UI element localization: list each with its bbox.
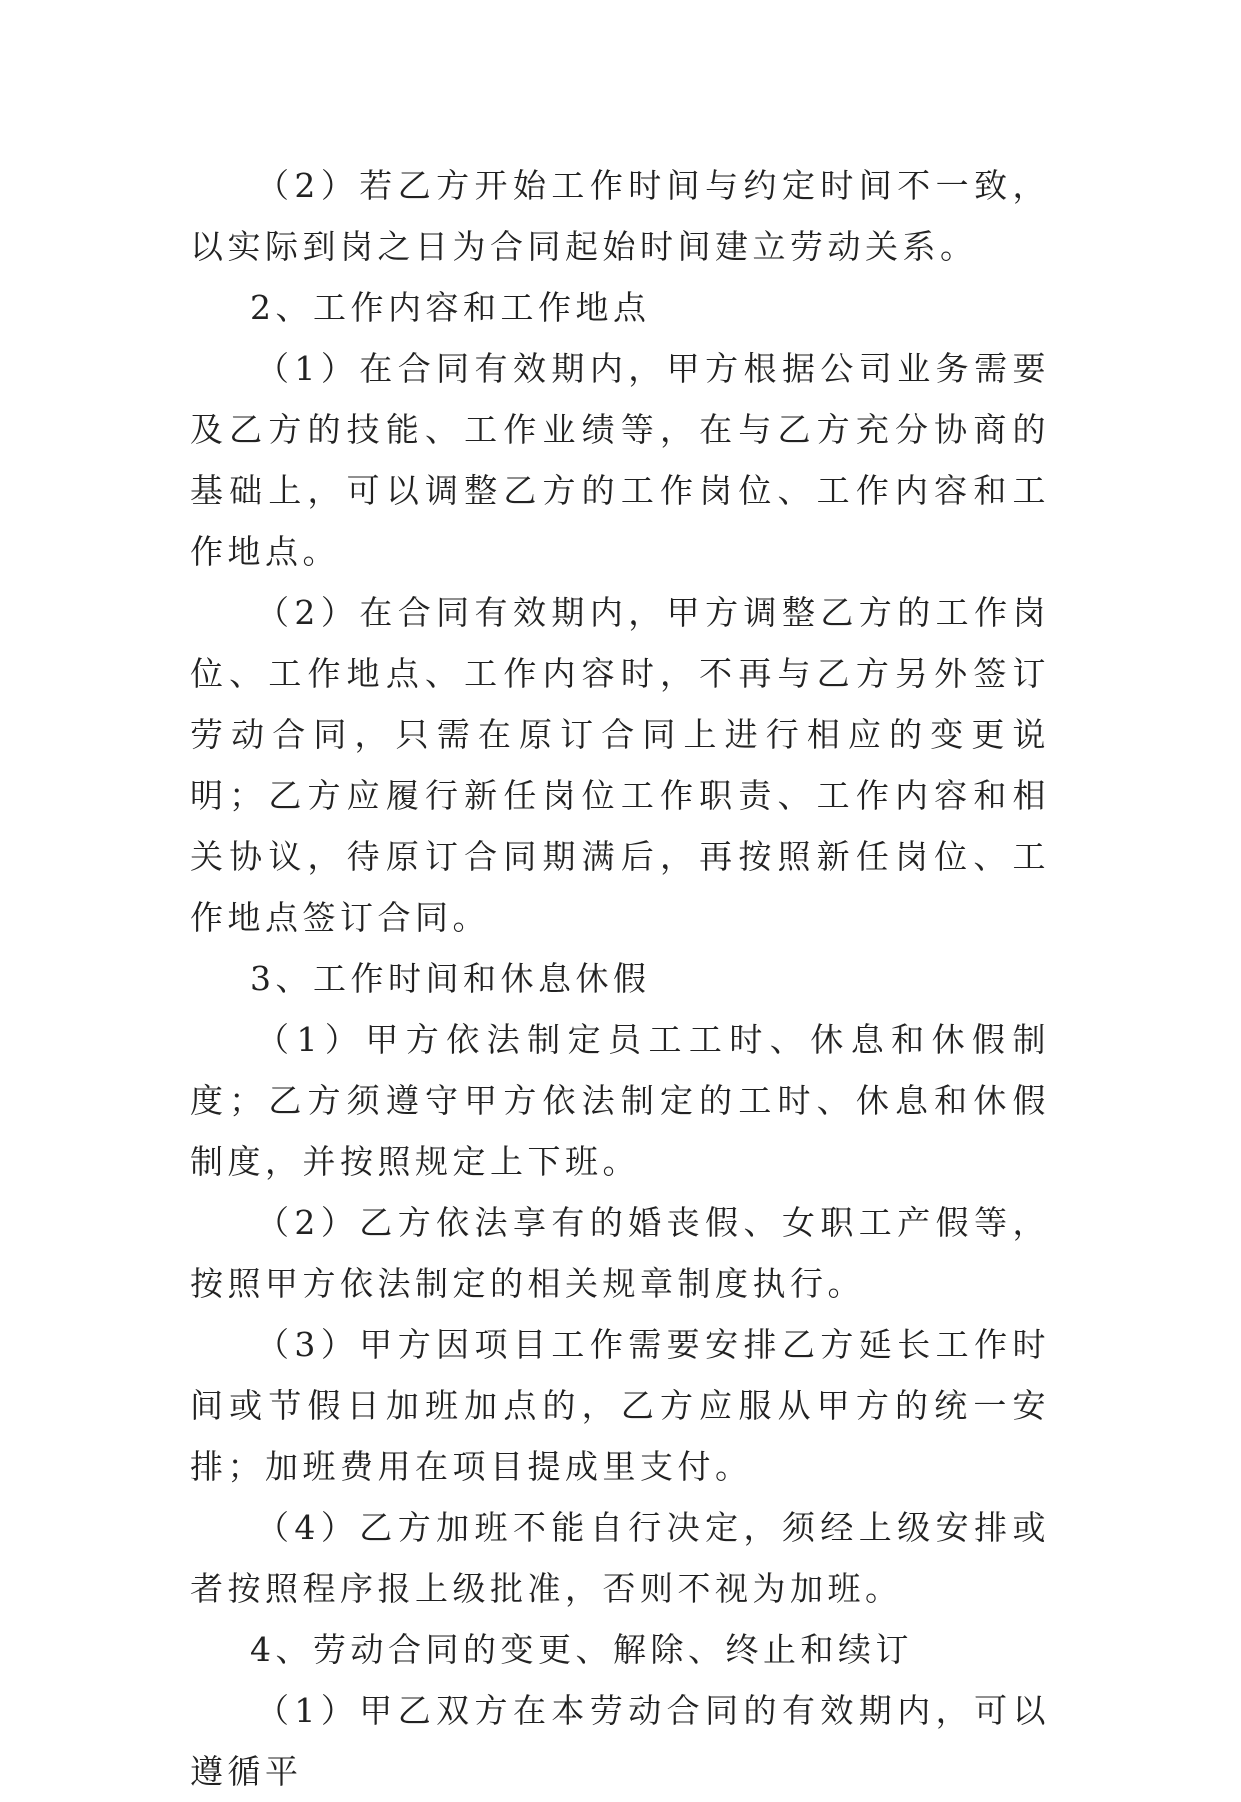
paragraph-3-1-working-hours-policy: （1）甲方依法制定员工工时、休息和休假制度；乙方须遵守甲方依法制定的工时、休息和休假制度，并按照规定上下班。 — [190, 1020, 1050, 1181]
document-body — [190, 155, 1050, 1802]
paragraph-3-4-overtime-approval: （4）乙方加班不能自行决定，须经上级安排或者按照程序报上级批准，否则不视为加班。 — [190, 1508, 1050, 1608]
section-heading-4-contract-changes: 4、劳动合同的变更、解除、终止和续订 — [250, 1630, 913, 1669]
paragraph-2-1-adjust-position: （1）在合同有效期内，甲方根据公司业务需要及乙方的技能、工作业绩等，在与乙方充分协商的基础上，可以调整乙方的工作岗位、工作内容和工作地点。 — [190, 349, 1050, 571]
paragraph-3-2-leave-entitlement: （2）乙方依法享有的婚丧假、女职工产假等，按照甲方依法制定的相关规章制度执行。 — [190, 1203, 1050, 1303]
paragraph-1-2-start-date: （2）若乙方开始工作时间与约定时间不一致，以实际到岗之日为合同起始时间建立劳动关系。 — [190, 166, 1050, 266]
paragraph-3-3-overtime-arrangement: （3）甲方因项目工作需要安排乙方延长工作时间或节假日加班加点的，乙方应服从甲方的统一安排；加班费用在项目提成里支付。 — [190, 1325, 1050, 1486]
section-heading-3-work-hours: 3、工作时间和休息休假 — [250, 959, 651, 998]
section-heading-2-work-content: 2、工作内容和工作地点 — [250, 288, 651, 327]
paragraph-2-2-no-new-contract: （2）在合同有效期内，甲方调整乙方的工作岗位、工作地点、工作内容时，不再与乙方另外签订劳动合同，只需在原订合同上进行相应的变更说明；乙方应履行新任岗位工作职责、工作内容和相关协议，待原订合同期满后，再按照新任岗位、工作地点签订合同。 — [190, 593, 1050, 937]
paragraph-4-1-mutual-agreement: （1）甲乙双方在本劳动合同的有效期内，可以遵循平 — [190, 1691, 1050, 1791]
